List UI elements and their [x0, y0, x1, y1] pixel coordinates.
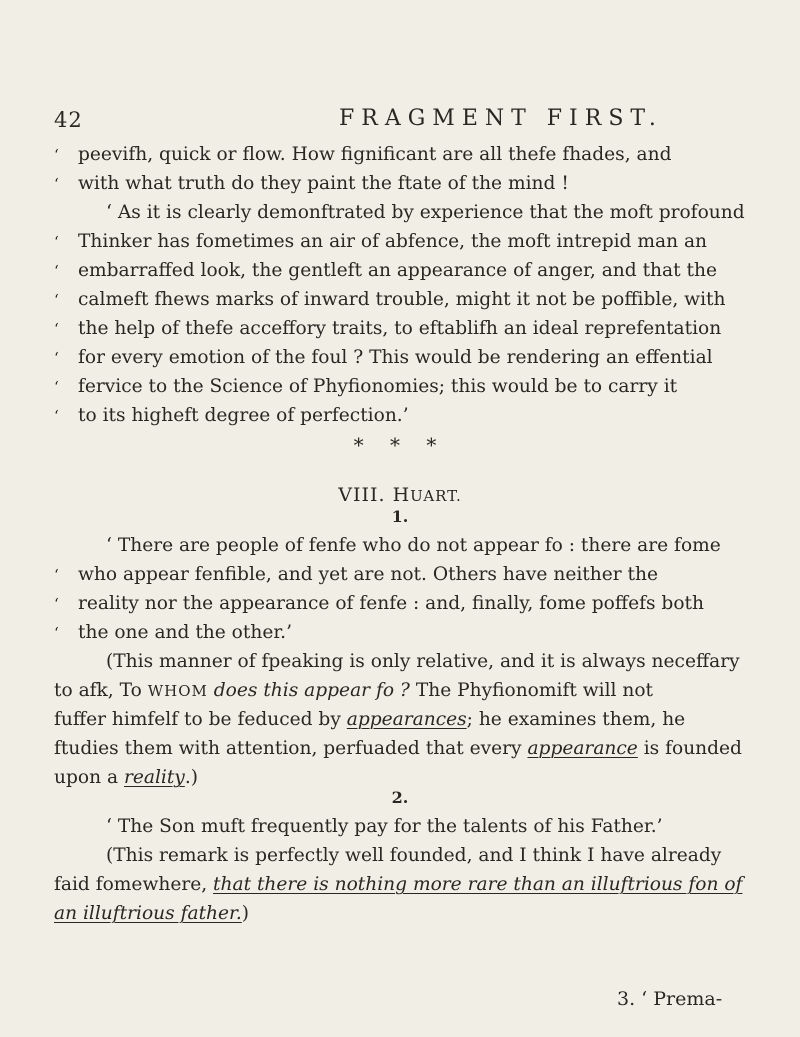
text-line: ‘ to its higheft degree of perfection.’ [54, 405, 409, 426]
text-line: ‘ There are people of fenfe who do not appear fo : there are fome [106, 535, 721, 556]
section-divider-stars: * * * [353, 433, 447, 457]
body-text-top [54, 140, 766, 430]
text-line: ‘ Thinker has fometimes an air of abfence, the moft intrepid man an [54, 231, 708, 252]
text-line: ‘ The Son muft frequently pay for the talents of his Father.’ [106, 816, 663, 837]
running-head: FRAGMENT FIRST. [339, 106, 663, 131]
text-line: ‘ As it is clearly demonftrated by experience that the moft profound [106, 202, 745, 223]
item-1-text [54, 531, 766, 792]
text-line: ‘ who appear fenfible, and yet are not. Others have neither the [54, 564, 658, 585]
text-line: ‘ peevifh, quick or flow. How fignificant are all thefe fhades, and [54, 144, 672, 165]
text-line: (This remark is perfectly well founded, and I think I have already [106, 845, 722, 866]
text-line: ‘ for every emotion of the foul ? This would be rendering an effential [54, 347, 713, 368]
text-line: (This manner of fpeaking is only relative, and it is always neceffary [106, 651, 740, 672]
text-line: ‘ reality nor the appearance of fenfe : and, finally, fome poffefs both [54, 593, 704, 614]
text-line: fuffer himfelf to be feduced by appearances; he examines them, he [54, 709, 686, 730]
text-line: ftudies them with attention, perfuaded that every appearance is founded [54, 738, 742, 759]
item-number-1: 1. [391, 507, 409, 526]
page-header [54, 103, 754, 139]
section-heading: VIII. HUART. [338, 484, 462, 506]
item-2-text [54, 812, 766, 928]
item-number-2: 2. [391, 788, 409, 807]
text-line: ‘ the one and the other.’ [54, 622, 292, 643]
text-line: faid fomewhere, that there is nothing more rare than an illuftrious fon of [54, 874, 743, 895]
text-line: ‘ calmeft fhews marks of inward trouble, might it not be poffible, with [54, 289, 726, 310]
text-line: to afk, To WHOM does this appear fo ? The Phyfionomift will not [54, 680, 654, 701]
text-line: ‘ embarraffed look, the gentleft an appearance of anger, and that the [54, 260, 717, 281]
text-line: ‘ the help of thefe acceffory traits, to eftablifh an ideal reprefentation [54, 318, 722, 339]
text-line: ‘ fervice to the Science of Phyfionomies; this would be to carry it [54, 376, 678, 397]
page-number: 42 [54, 108, 83, 132]
text-line: upon a reality.) [54, 767, 198, 788]
text-line: ‘ with what truth do they paint the ftate of the mind ! [54, 173, 569, 194]
catchword: 3. ‘ Prema- [617, 988, 723, 1010]
text-line: an illuftrious father.) [54, 903, 250, 924]
